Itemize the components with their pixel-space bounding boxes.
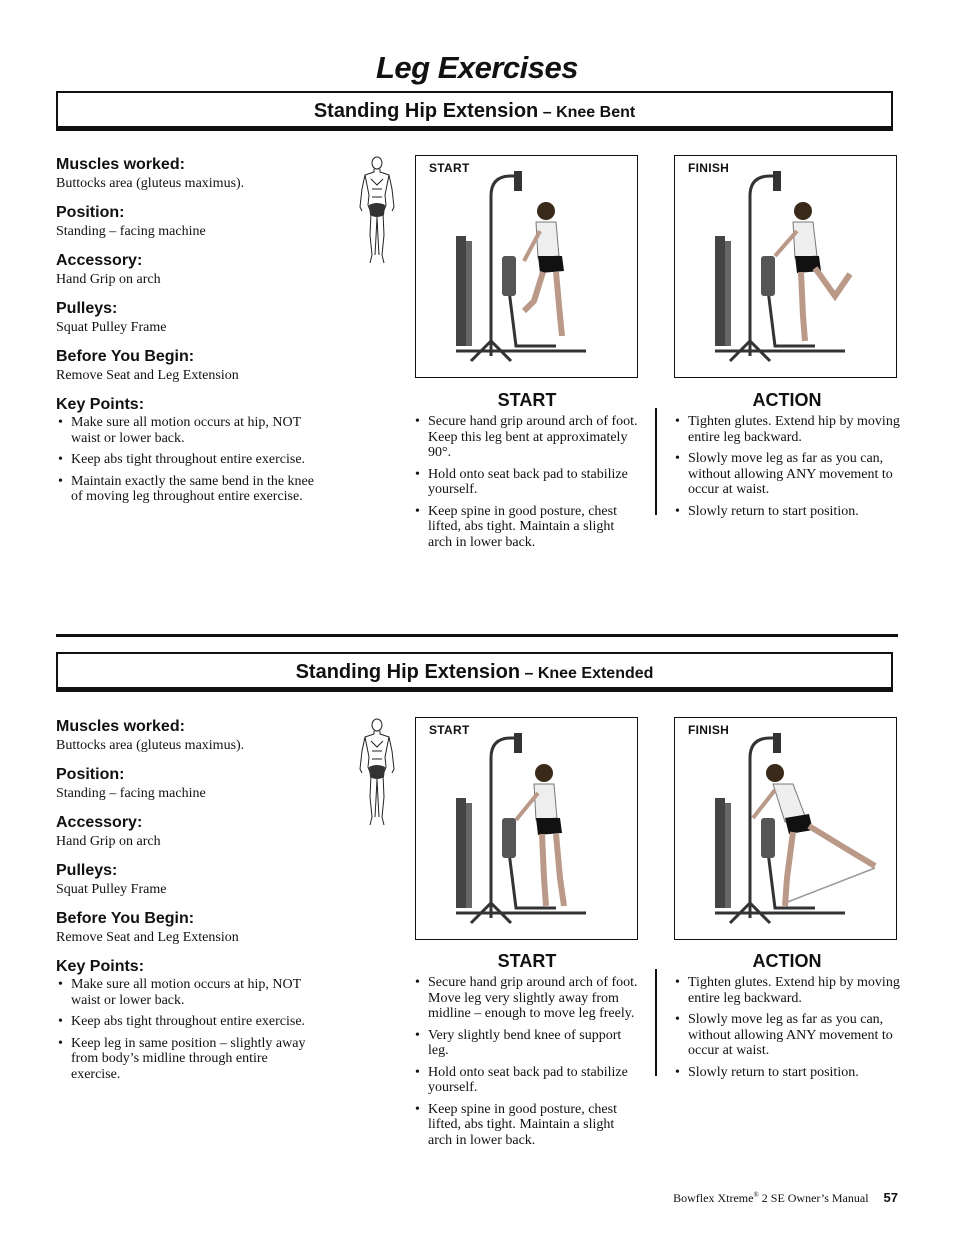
muscles-heading: Muscles worked: [56,718,185,735]
registered-mark: ® [753,1191,759,1199]
position-value: Standing – facing machine [56,224,206,239]
action-column [673,389,901,525]
machine-finish-illustration [675,718,897,940]
start-heading: START [497,951,557,971]
start-photo-label: START [429,161,470,175]
key-points-list [56,977,316,1082]
muscle-diagram-icon [357,155,397,267]
start-photo [415,717,638,940]
section-divider [56,634,898,637]
machine-start-illustration [416,718,638,940]
action-point: • Slowly return to start position. [673,504,901,520]
action-point: • Slowly move leg as far as you can, without allowing ANY movement to occur at waist. [673,451,901,498]
page-number: 57 [883,1190,898,1205]
finish-photo [674,717,897,940]
pulleys-value: Squat Pulley Frame [56,320,167,335]
page-title: Leg Exercises [375,50,579,85]
start-point: • Secure hand grip around arch of foot. Keep this leg bent at approximately 90°. [413,414,641,461]
machine-finish-illustration [675,156,897,378]
pulleys-heading: Pulleys: [56,300,118,317]
exercise-name: Standing Hip Extension [313,100,539,122]
column-divider [655,408,657,515]
manual-name: Bowflex Xtreme [673,1191,754,1205]
start-point: • Keep spine in good posture, chest lifted, abs tight. Maintain a slight arch in lower back. [413,1102,641,1149]
action-point: • Tighten glutes. Extend hip by moving entire leg backward. [673,975,901,1006]
position-heading: Position: [56,204,125,221]
key-point: • Maintain exactly the same bend in the knee of moving leg throughout entire exercise. [56,474,316,505]
action-heading: ACTION [752,390,822,410]
start-heading: START [497,390,557,410]
muscles-value: Buttocks area (gluteus maximus). [56,738,245,753]
action-point: • Slowly move leg as far as you can, without allowing ANY movement to occur at waist. [673,1012,901,1059]
start-photo [415,155,638,378]
before-heading: Before You Begin: [56,348,195,365]
exercise-name: Standing Hip Extension [295,661,521,683]
finish-photo-label: FINISH [688,161,730,175]
key-point: • Make sure all motion occurs at hip, NOT waist or lower back. [56,415,316,446]
before-value: Remove Seat and Leg Extension [56,930,239,945]
accessory-heading: Accessory: [56,252,143,269]
exercise-banner-knee-extended [56,652,893,692]
exercise-info [56,155,316,511]
start-point: • Hold onto seat back pad to stabilize yourself. [413,1065,641,1096]
start-point: • Keep spine in good posture, chest lifted, abs tight. Maintain a slight arch in lower back. [413,504,641,551]
key-point: • Keep abs tight throughout entire exercise. [56,1014,316,1030]
start-points-list [413,414,641,550]
action-column [673,950,901,1086]
key-point: • Keep abs tight throughout entire exercise. [56,452,316,468]
accessory-value: Hand Grip on arch [56,834,161,849]
finish-photo-label: FINISH [688,723,730,737]
exercise-banner-knee-bent [56,91,893,131]
key-point: • Make sure all motion occurs at hip, NOT waist or lower back. [56,977,316,1008]
muscle-diagram-icon [357,717,397,829]
start-column [413,389,641,556]
start-photo-label: START [429,723,470,737]
machine-start-illustration [416,156,638,378]
key-points-heading: Key Points: [56,958,145,975]
muscles-value: Buttocks area (gluteus maximus). [56,176,245,191]
exercise-info [56,717,316,1088]
page-footer [673,1190,898,1206]
exercise-variant: – Knee Extended [524,665,654,682]
position-value: Standing – facing machine [56,786,206,801]
finish-photo [674,155,897,378]
muscles-heading: Muscles worked: [56,156,185,173]
key-points-heading: Key Points: [56,396,145,413]
exercise-variant: – Knee Bent [542,104,636,121]
start-point: • Secure hand grip around arch of foot. Move leg very slightly away from midline – enough to move leg freely. [413,975,641,1022]
action-point: • Tighten glutes. Extend hip by moving entire leg backward. [673,414,901,445]
before-heading: Before You Begin: [56,910,195,927]
pulleys-value: Squat Pulley Frame [56,882,167,897]
manual-title [673,1191,868,1206]
start-points-list [413,975,641,1148]
accessory-value: Hand Grip on arch [56,272,161,287]
start-column [413,950,641,1154]
column-divider [655,969,657,1076]
position-heading: Position: [56,766,125,783]
start-point: • Hold onto seat back pad to stabilize yourself. [413,467,641,498]
start-point: • Very slightly bend knee of support leg. [413,1028,641,1059]
key-points-list [56,415,316,505]
key-point: • Keep leg in same position – slightly away from body’s midline through entire exercise. [56,1036,316,1083]
pulleys-heading: Pulleys: [56,862,118,879]
action-point: • Slowly return to start position. [673,1065,901,1081]
accessory-heading: Accessory: [56,814,143,831]
action-points-list [673,414,901,519]
action-points-list [673,975,901,1080]
before-value: Remove Seat and Leg Extension [56,368,239,383]
manual-name-suffix: 2 SE Owner’s Manual [758,1191,869,1205]
action-heading: ACTION [752,951,822,971]
